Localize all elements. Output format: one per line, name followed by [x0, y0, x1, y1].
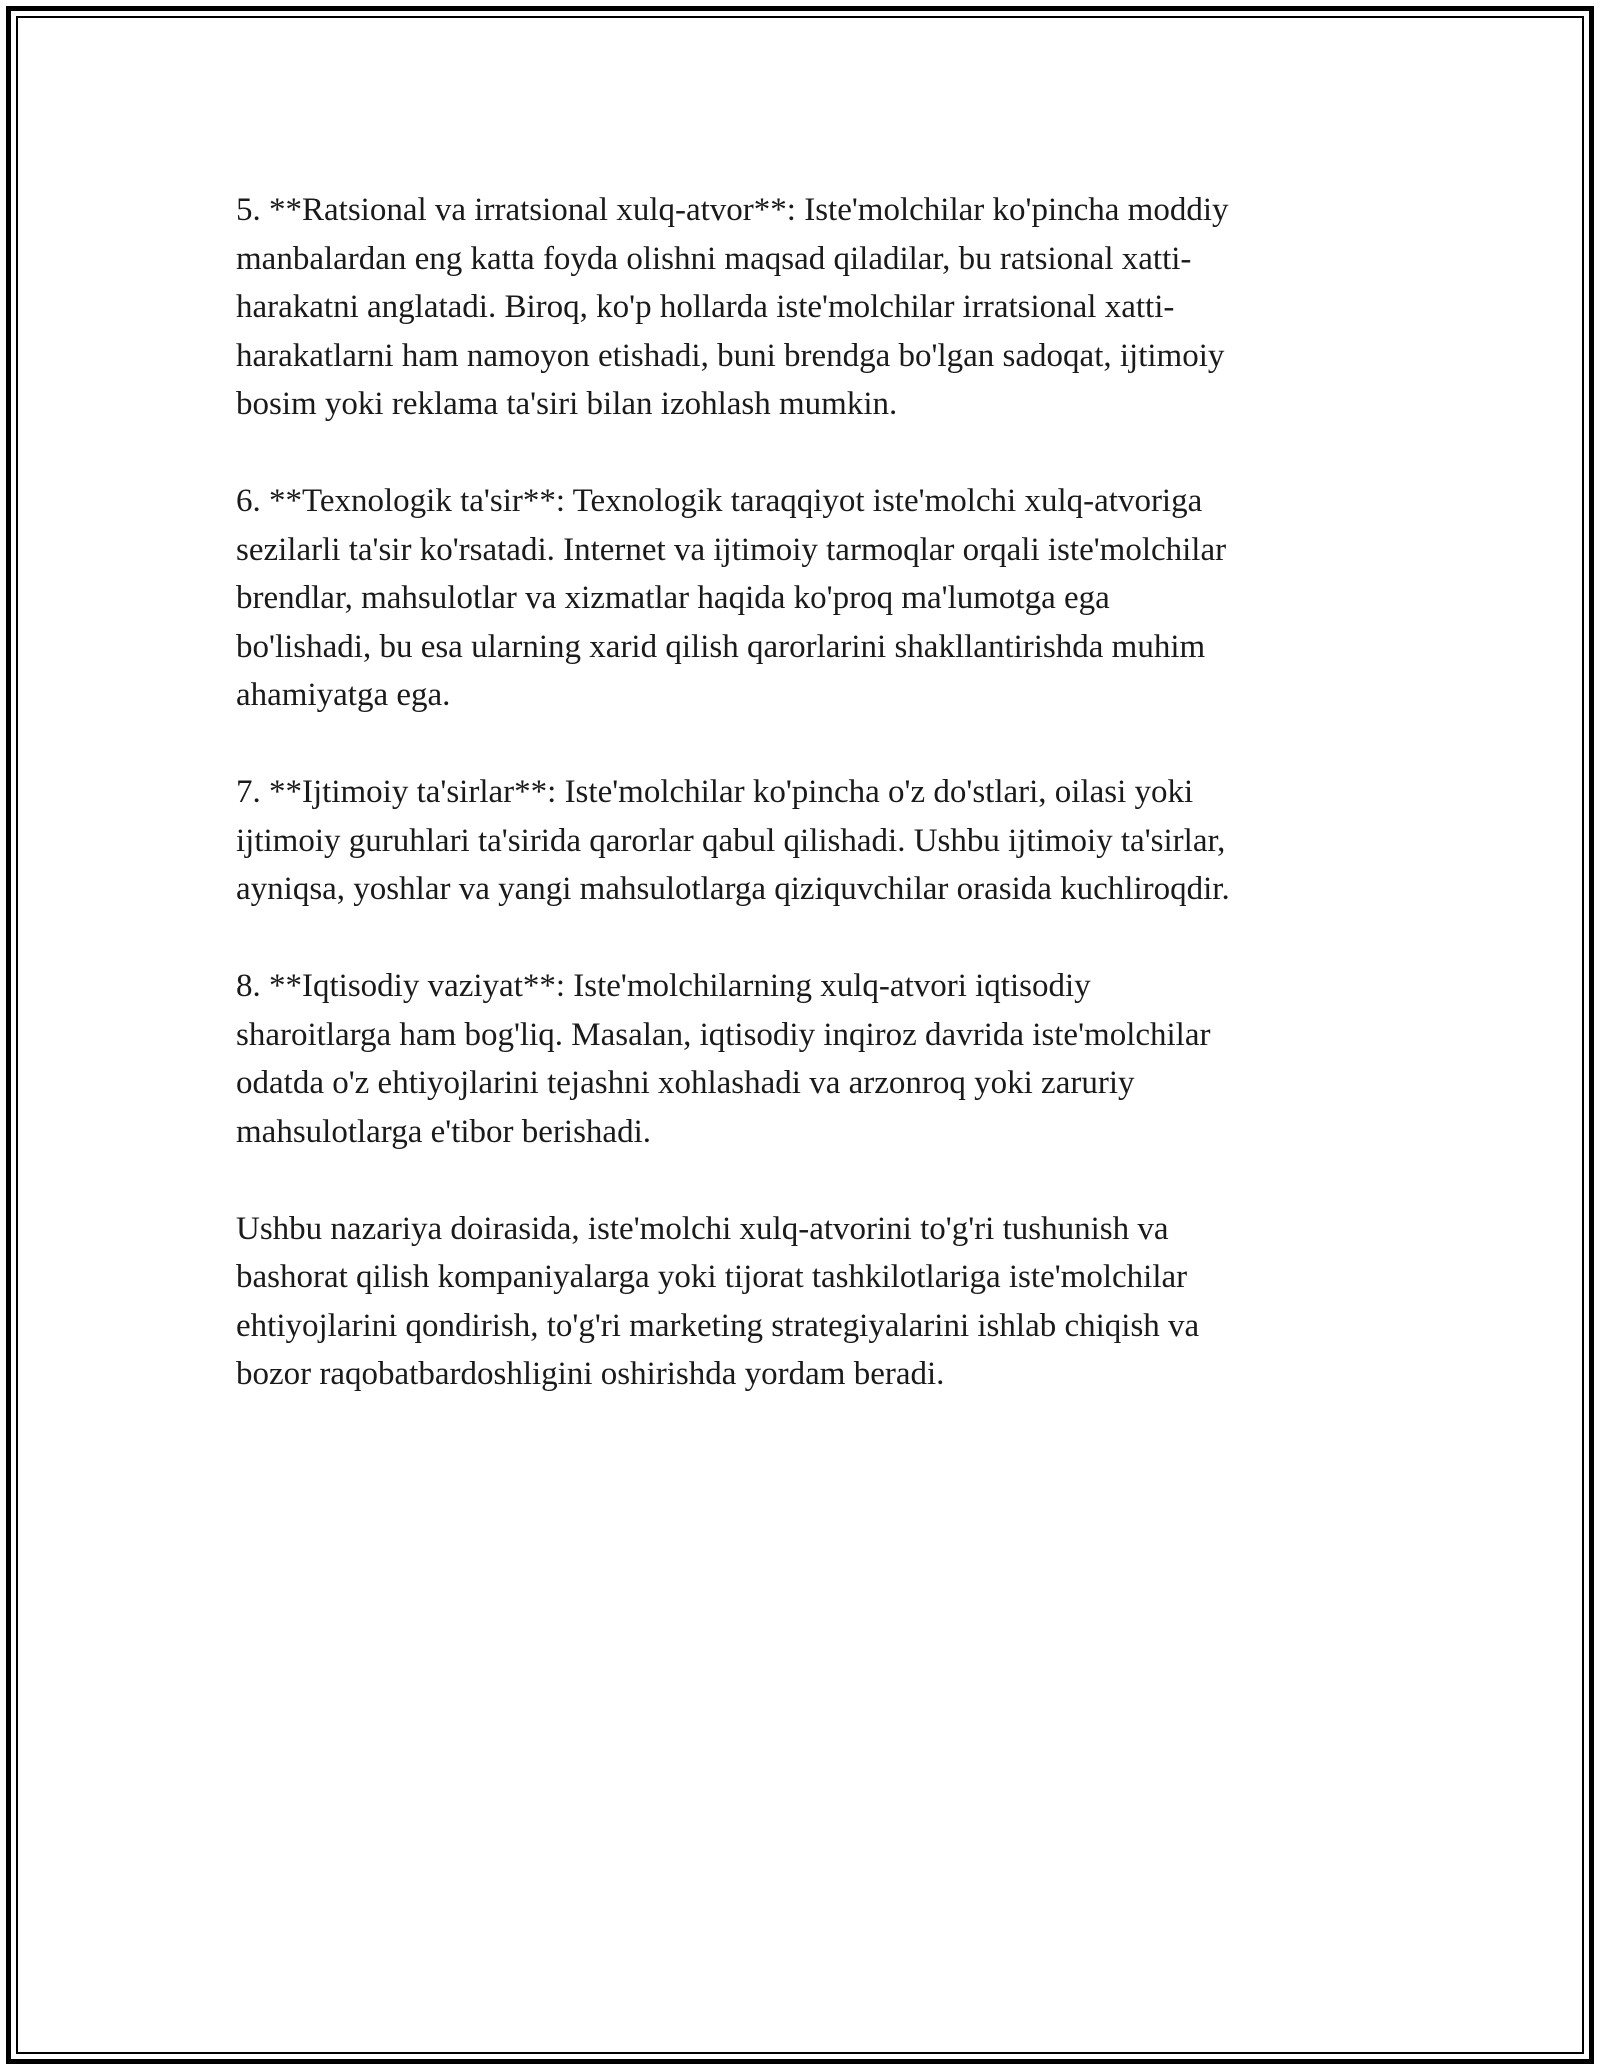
- paragraph-conclusion: Ushbu nazariya doirasida, iste'molchi xulq-atvorini to'g'ri tushunish va bashorat qilish kompaniyalarga yoki tijorat tashkilotlariga iste'molchilar ehtiyojlarini qondirish, to'g'ri marketing strategiyalarini ishlab chiqish va bozor raqobatbardoshligini oshirishda yordam beradi.: [236, 1210, 1200, 1392]
- paragraph-economic-situation: 8. **Iqtisodiy vaziyat**: Iste'molchilarning xulq-atvori iqtisodiy sharoitlarga ham bog'liq. Masalan, iqtisodiy inqiroz davrida iste'molchilar odatda o'z ehtiyojlarini tejashni xohlashadi va arzonroq yoki zaruriy mahsulotlarga e'tibor berishadi.: [236, 968, 1211, 1150]
- paragraph-technological-impact: 6. **Texnologik ta'sir**: Texnologik taraqqiyot iste'molchi xulq-atvoriga sezilarli ta'sir ko'rsatadi. Internet va ijtimoiy tarmoqlar orqali iste'molchilar brendlar, mahsulotlar va xizmatlar haqida ko'proq ma'lumotga ega bo'lishadi, bu esa ularning xarid qilish qarorlarini shakllantirishda muhim ahamiyatga ega.: [236, 483, 1227, 713]
- paragraph-rational-behavior: 5. **Ratsional va irratsional xulq-atvor**: Iste'molchilar ko'pincha moddiy manbalardan eng katta foyda olishni maqsad qiladilar, bu ratsional xatti- harakatni anglatadi. Biroq, ko'p hollarda iste'molchilar irratsional xatti- harakatlarni ham namoyon etishadi, buni brendga bo'lgan sadoqat, ijtimoiy bosim yoki reklama ta'siri bilan izohlash mumkin.: [236, 192, 1229, 422]
- paragraph-social-influences: 7. **Ijtimoiy ta'sirlar**: Iste'molchilar ko'pincha o'z do'stlari, oilasi yoki ijtimoiy guruhlari ta'sirida qarorlar qabul qilishadi. Ushbu ijtimoiy ta'sirlar, ayniqsa, yoshlar va yangi mahsulotlarga qiziquvchilar orasida kuchliroqdir.: [236, 774, 1230, 907]
- document-body: [236, 186, 1366, 1447]
